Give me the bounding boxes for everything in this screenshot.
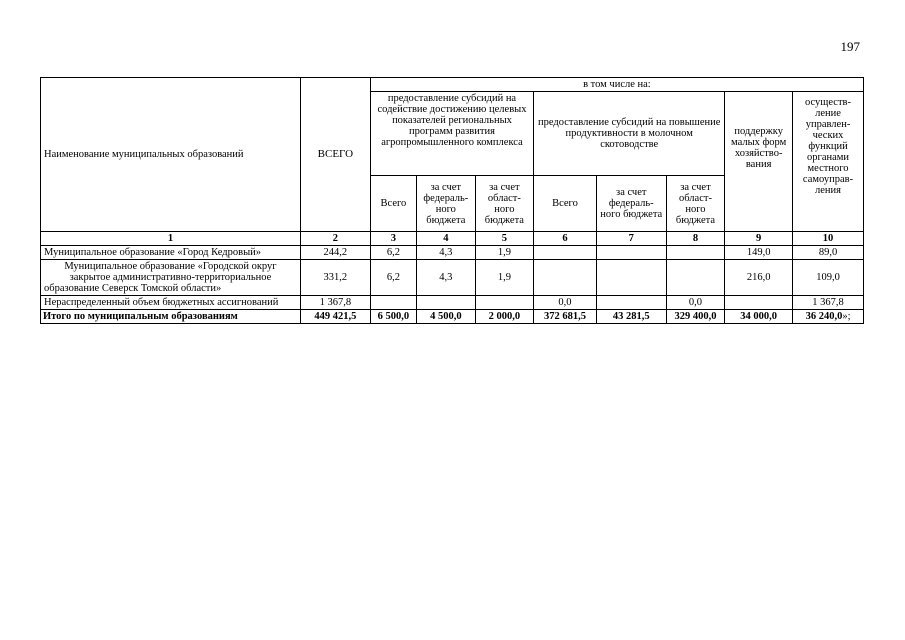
total-cell: 43 281,5 (596, 310, 666, 324)
column-number: 7 (596, 232, 666, 246)
table-cell: 0,0 (666, 296, 725, 310)
table-cell (666, 246, 725, 260)
header-g2-regional: за счет област-ного бюджета (666, 176, 725, 232)
header-group-agro-complex: предоставление субсидий на содействие достижению целевых показателей региональных программ развития агропромышленного комплекса (370, 92, 533, 176)
municipality-name: Муниципальное образование «Город Кедровый» (41, 246, 301, 260)
table-cell: 1 367,8 (793, 296, 864, 310)
total-cell: 329 400,0 (666, 310, 725, 324)
table-row (41, 296, 864, 310)
table-cell (596, 296, 666, 310)
table-cell: 6,2 (370, 260, 416, 296)
column-number: 8 (666, 232, 725, 246)
table-cell (417, 296, 476, 310)
table-cell: 331,2 (300, 260, 370, 296)
table-cell (534, 260, 597, 296)
total-cell: 372 681,5 (534, 310, 597, 324)
budget-distribution-table (40, 77, 864, 324)
table-cell (534, 246, 597, 260)
table-cell: 1,9 (475, 260, 534, 296)
header-group-dairy: предоставление субсидий на повышение продуктивности в молочном скотоводстве (534, 92, 725, 176)
table-cell (475, 296, 534, 310)
total-cell: 2 000,0 (475, 310, 534, 324)
table-cell (596, 260, 666, 296)
table-cell (666, 260, 725, 296)
total-cell: 6 500,0 (370, 310, 416, 324)
table-cell: 4,3 (417, 246, 476, 260)
column-number: 3 (370, 232, 416, 246)
total-row-label: Итого по муниципальным образованиям (41, 310, 301, 324)
total-cell: 449 421,5 (300, 310, 370, 324)
header-small-farms: поддержку малых форм хозяйство-вания (725, 92, 793, 232)
total-cell-value: 36 240,0 (805, 311, 843, 322)
table-cell: 4,3 (417, 260, 476, 296)
header-g2-total: Всего (534, 176, 597, 232)
header-g1-regional: за счет област-ного бюджета (475, 176, 534, 232)
table-cell (370, 296, 416, 310)
table-cell: 1 367,8 (300, 296, 370, 310)
page-number: 197 (840, 39, 860, 54)
table-cell: 149,0 (725, 246, 793, 260)
header-management-functions: осуществ-ление управлен-ческих функций органами местного самоуправ-ления (793, 92, 864, 232)
header-name-col: Наименование муниципальных образований (41, 78, 301, 232)
table-cell: 0,0 (534, 296, 597, 310)
municipality-name: Муниципальное образование «Городской округ закрытое административно-территориальное образование Северск Томской области» (41, 260, 301, 296)
total-cell: 34 000,0 (725, 310, 793, 324)
closing-quote-suffix: »; (842, 311, 851, 322)
table-row (41, 246, 864, 260)
table-cell: 89,0 (793, 246, 864, 260)
table-cell: 1,9 (475, 246, 534, 260)
total-cell: 4 500,0 (417, 310, 476, 324)
column-number: 9 (725, 232, 793, 246)
total-cell (793, 310, 864, 324)
table-cell: 216,0 (725, 260, 793, 296)
table-row (41, 260, 864, 296)
column-number: 1 (41, 232, 301, 246)
column-number: 10 (793, 232, 864, 246)
column-number-row (41, 232, 864, 246)
header-g2-federal: за счет федераль-ного бюджета (596, 176, 666, 232)
table-cell: 6,2 (370, 246, 416, 260)
table-cell: 244,2 (300, 246, 370, 260)
column-number: 4 (417, 232, 476, 246)
municipality-name: Нераспределенный объем бюджетных ассигнований (41, 296, 301, 310)
total-row (41, 310, 864, 324)
table-cell (596, 246, 666, 260)
header-g1-federal: за счет федераль-ного бюджета (417, 176, 476, 232)
header-g1-total: Всего (370, 176, 416, 232)
table-cell (725, 296, 793, 310)
column-number: 6 (534, 232, 597, 246)
header-including: в том числе на: (370, 78, 863, 92)
column-number: 5 (475, 232, 534, 246)
table-cell: 109,0 (793, 260, 864, 296)
column-number: 2 (300, 232, 370, 246)
header-total-col: ВСЕГО (300, 78, 370, 232)
